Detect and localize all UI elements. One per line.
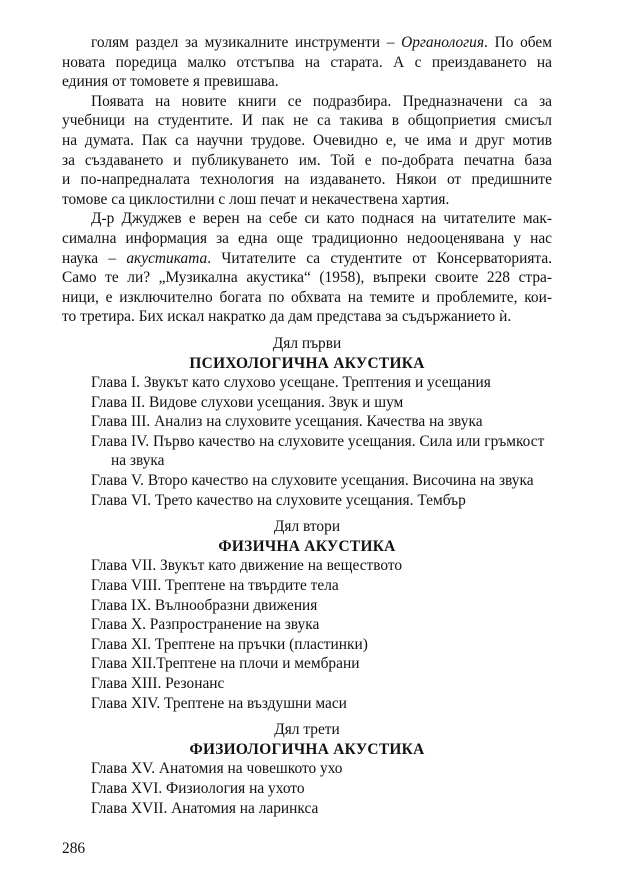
text-line	[62, 92, 552, 112]
toc-part	[62, 517, 552, 713]
chapter-entry	[62, 615, 552, 635]
text-line	[62, 131, 552, 151]
text-run: . По обем	[484, 34, 552, 51]
part-title: ФИЗИЧНА АКУСТИКА	[218, 537, 396, 555]
text-line	[62, 268, 552, 288]
text-line	[62, 170, 552, 190]
chapter-entry	[62, 491, 552, 511]
text-run: единия от томовете я превишава.	[62, 73, 279, 91]
page-number: 286	[62, 840, 86, 857]
chapter-entry	[62, 694, 552, 714]
paragraph	[62, 92, 552, 210]
text-run: то третира. Бих искал накратко да дам представа за съдържанието ѝ.	[62, 308, 512, 326]
chapter-list	[62, 556, 552, 713]
chapter-entry	[62, 393, 552, 413]
text-run: томове са циклостилни с лош печат и некачествена хартия.	[62, 190, 450, 208]
text-run: наука –	[62, 249, 127, 267]
chapter-title: Глава II. Видове слухови усещания. Звук и шум	[91, 393, 404, 411]
text-run: за създаването и публикуването им. Той е по-добрата печатна база	[62, 151, 552, 169]
text-run: голям раздел за музикалните инструменти –	[91, 34, 402, 51]
text-line	[62, 288, 552, 308]
chapter-entry	[62, 799, 552, 819]
chapter-title: Глава IV. Първо качество на слуховите усещания. Сила или гръмкост	[91, 432, 545, 450]
text-line	[62, 190, 552, 210]
text-run: . Читателите са студентите от Консерваторията.	[207, 249, 553, 267]
text-line	[62, 53, 552, 73]
text-line	[62, 307, 552, 327]
chapter-entry	[62, 556, 552, 576]
chapter-title: Глава I. Звукът като слухово усещане. Трептения и усещания	[91, 374, 491, 392]
text-run: на думата. Пак са научни трудове. Очевидно е, че има и друг мотив	[62, 131, 552, 149]
chapter-title: Глава VII. Звукът като движение на веществото	[91, 557, 403, 575]
text-line	[62, 249, 552, 269]
page-body	[62, 33, 552, 818]
chapter-entry	[62, 432, 552, 471]
text-run: Появата на новите книги се подразбира. Предназначени са за	[91, 92, 552, 110]
chapter-title: Глава V. Второ качество на слуховите усещания. Височина на звука	[91, 472, 534, 490]
chapter-title: Глава VI. Трето качество на слуховите усещания. Тембър	[91, 491, 466, 509]
text-run: новата поредица малко отстъпва на старата. А с преиздаването на	[62, 53, 552, 71]
text-line	[62, 72, 552, 92]
body-text	[62, 33, 552, 327]
part-title: ПСИХОЛОГИЧНА АКУСТИКА	[189, 354, 425, 372]
italic-term: акустиката	[126, 249, 208, 267]
table-of-contents	[62, 334, 552, 818]
chapter-entry	[62, 576, 552, 596]
text-line	[62, 209, 552, 229]
text-line	[62, 151, 552, 171]
chapter-title: Глава XVI. Физиология на ухото	[91, 779, 305, 797]
toc-part	[62, 334, 552, 510]
text-run: и по-напредналата технология на издаването. Някои от предишните	[62, 171, 552, 189]
chapter-entry	[62, 596, 552, 616]
chapter-entry	[62, 471, 552, 491]
text-run: Д-р Джуджев е верен на себе си като поднася на читателите мак-	[91, 210, 552, 228]
chapter-entry	[62, 654, 552, 674]
part-label: Дял втори	[273, 518, 341, 536]
chapter-title: Глава XIII. Резонанс	[91, 675, 225, 692]
chapter-title: Глава XI. Трептене на пръчки (пластинки)	[91, 635, 368, 653]
text-run: симална информация за една още традиционно недооценявана у нас	[62, 229, 552, 247]
chapter-list	[62, 373, 552, 510]
paragraph	[62, 33, 552, 92]
chapter-entry	[62, 759, 552, 779]
toc-part	[62, 720, 552, 818]
part-label: Дял трети	[274, 721, 340, 739]
text-run: учебници на студентите. И пак не са такива в общоприетия смисъл	[62, 112, 552, 130]
text-run: ници, е изключително богата по обхвата на темите и проблемите, кои-	[62, 288, 552, 306]
chapter-title: Глава IX. Вълнообразни движения	[91, 596, 318, 614]
chapter-title: Глава XIV. Трептене на въздушни маси	[91, 694, 347, 712]
chapter-title: Глава III. Анализ на слуховите усещания. Качества на звука	[91, 413, 483, 431]
chapter-list	[62, 759, 552, 818]
chapter-entry	[62, 779, 552, 799]
text-line	[62, 229, 552, 249]
part-label: Дял първи	[272, 334, 342, 352]
chapter-entry	[62, 674, 552, 694]
text-line	[62, 33, 552, 53]
chapter-title: Глава VIII. Трептене на твърдите тела	[91, 577, 339, 595]
chapter-entry	[62, 635, 552, 655]
paragraph	[62, 209, 552, 327]
text-line	[62, 111, 552, 131]
chapter-title: Глава X. Разпространение на звука	[91, 616, 320, 634]
part-title: ФИЗИОЛОГИЧНА АКУСТИКА	[189, 740, 425, 758]
chapter-title: Глава XV. Анатомия на човешкото ухо	[91, 760, 343, 778]
chapter-title: Глава XII.Трептене на плочи и мембрани	[91, 655, 360, 673]
italic-term: Органология	[401, 34, 485, 51]
text-run: Само те ли? „Музикална акустика“ (1958), въпреки своите 228 стра-	[62, 269, 552, 287]
chapter-title: Глава XVII. Анатомия на ларинкса	[91, 799, 319, 817]
chapter-entry	[62, 412, 552, 432]
chapter-title-continuation: на звука	[111, 452, 165, 470]
chapter-entry	[62, 373, 552, 393]
